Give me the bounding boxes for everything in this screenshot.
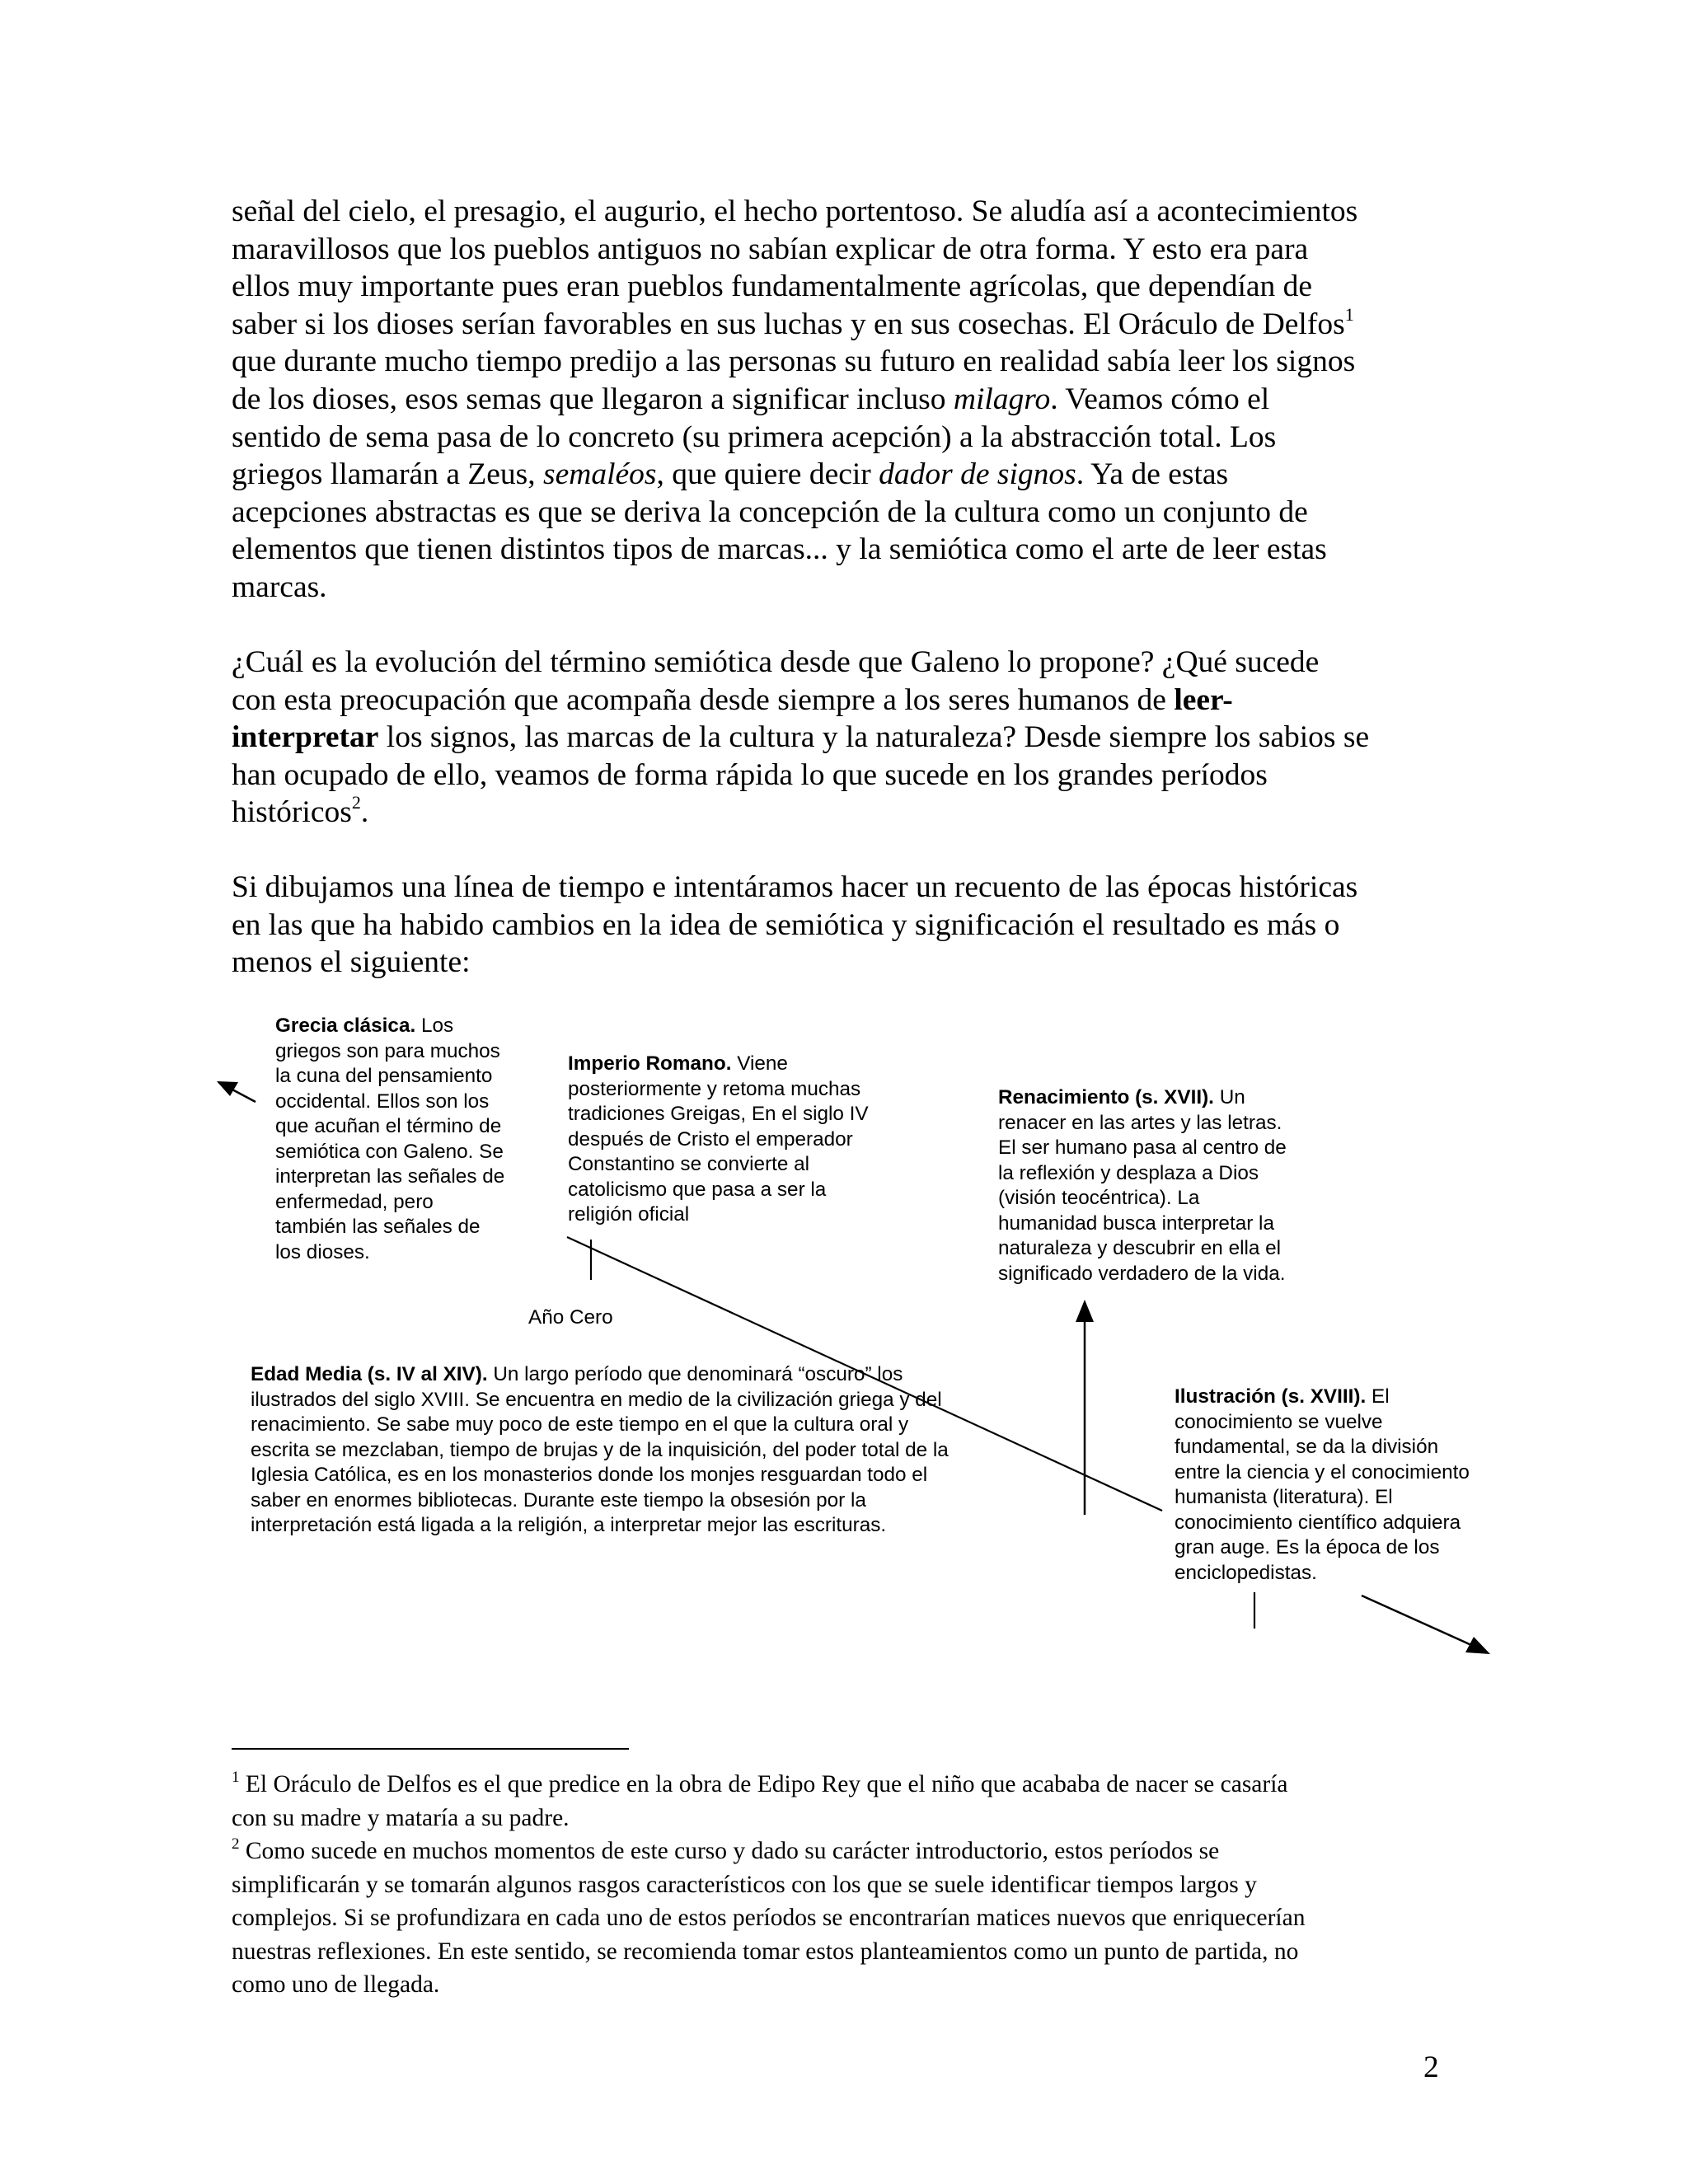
note-title: Imperio Romano. — [568, 1052, 732, 1075]
text-run: Un — [1213, 1086, 1245, 1108]
text-line: que durante mucho tiempo predijo a las personas su futuro en realidad sabía leer los signos — [232, 344, 1356, 379]
text-line: en las que ha habido cambios en la idea de semiótica y significación el resultado es más o — [232, 907, 1340, 942]
text-line: elementos que tienen distintos tipos de marcas... y la semiótica como el arte de leer estas — [232, 532, 1327, 567]
text-line: tradiciones Greigas, En el siglo IV — [568, 1103, 869, 1125]
timeline-note-ilustracion — [1175, 1385, 1470, 1586]
text-line: griegos son para muchos — [275, 1039, 500, 1062]
text-line: humanista (literatura). El — [1175, 1486, 1393, 1508]
footnote-2-line — [232, 1835, 1468, 1868]
text-run: Viene — [731, 1052, 788, 1075]
footnote-ref-2[interactable]: 2 — [351, 792, 361, 813]
text-run: los signos, las marcas de la cultura y la naturaleza? Desde siempre los sabios se — [378, 720, 1370, 755]
footnote-separator — [232, 1748, 629, 1750]
note-title: Grecia clásica. — [275, 1015, 416, 1037]
bold-interpretar: interpretar — [232, 720, 379, 755]
footnote-2-line: complejos. Si se profundizara en cada uno de estos períodos se encontrarían matices nuevos que enriquecerían — [232, 1905, 1306, 1931]
text-line: Constantino se convierte al — [568, 1153, 810, 1175]
text-line: la cuna del pensamiento — [275, 1065, 493, 1087]
emphasis-milagro: milagro — [953, 382, 1051, 416]
text-line: ¿Cuál es la evolución del término semiótica desde que Galeno lo propone? ¿Qué sucede — [232, 645, 1320, 679]
text-run: El Oráculo de Delfos es el que predice en la obra de Edipo Rey que el niño que acababa de nacer se casaría — [239, 1771, 1288, 1797]
text-line: enfermedad, pero — [275, 1190, 434, 1213]
text-line: entre la ciencia y el conocimiento — [1175, 1460, 1470, 1483]
text-line: maravillosos que los pueblos antiguos no sabían explicar de otra forma. Y esto era para — [232, 232, 1309, 266]
note-title: Edad Media (s. IV al XIV). — [251, 1363, 488, 1385]
text-line: posteriormente y retoma muchas — [568, 1077, 861, 1100]
footnotes — [232, 1768, 1468, 2002]
text-line: acepciones abstractas es que se deriva la concepción de la cultura como un conjunto de — [232, 494, 1308, 529]
text-line: interpretan las señales de — [275, 1165, 505, 1188]
footnote-2-marker: 2 — [232, 1835, 240, 1853]
renacimiento-arrow-head — [1076, 1300, 1094, 1322]
text-run: . Ya de estas — [1076, 457, 1229, 492]
text-run: saber si los dioses serían favorables en sus luchas y en sus cosechas. El Oráculo de Delfos — [232, 307, 1345, 341]
text-line: conocimiento se vuelve — [1175, 1410, 1383, 1433]
text-line: Año Cero — [528, 1306, 613, 1329]
text-line: los dioses. — [275, 1240, 370, 1263]
arrow-left-past-head — [217, 1081, 238, 1096]
arrow-right-future-head — [1465, 1637, 1490, 1654]
text-run: El — [1366, 1385, 1390, 1408]
arrow-right-future — [1362, 1596, 1471, 1645]
text-run: . Veamos cómo el — [1050, 382, 1270, 416]
text-line: saber en enormes bibliotecas. Durante este tiempo la obsesión por la — [251, 1488, 866, 1511]
emphasis-dador: dador de signos — [879, 457, 1076, 492]
timeline-note-edad-media — [251, 1362, 949, 1539]
text-line: también las señales de — [275, 1216, 481, 1238]
bold-leer: leer- — [1174, 682, 1233, 717]
text-line: gran auge. Es la época de los — [1175, 1536, 1440, 1558]
text-line: humanidad busca interpretar la — [998, 1212, 1274, 1235]
timeline-note-grecia — [275, 1014, 504, 1265]
text-line: renacer en las artes y las letras. — [998, 1111, 1282, 1134]
text-line: fundamental, se da la división — [1175, 1436, 1439, 1458]
text-line: significado verdadero de la vida. — [998, 1262, 1286, 1285]
text-line: sentido de sema pasa de lo concreto (su primera acepción) a la abstracción total. Los — [232, 419, 1277, 454]
text-line: después de Cristo el emperador — [568, 1127, 853, 1151]
text-run: de los dioses, esos semas que llegaron a significar incluso — [232, 382, 954, 416]
footnote-2-line: nuestras reflexiones. En este sentido, se recomienda tomar estos planteamientos como un punto de partida, no — [232, 1938, 1299, 1965]
text-line — [998, 1085, 1287, 1111]
text-line: Si dibujamos una línea de tiempo e intentáramos hacer un recuento de las épocas históricas — [232, 870, 1358, 904]
text-line: señal del cielo, el presagio, el augurio, el hecho portentoso. Se aludía así a acontecimientos — [232, 194, 1358, 228]
timeline-label-ano-cero — [528, 1305, 613, 1331]
text-line — [568, 1052, 869, 1077]
text-line: semiótica con Galeno. Se — [275, 1140, 504, 1163]
text-line: marcas. — [232, 569, 327, 604]
page-number: 2 — [1423, 2050, 1439, 2084]
text-run: griegos llamarán a Zeus, — [232, 457, 543, 492]
note-title: Ilustración (s. XVIII). — [1175, 1385, 1367, 1408]
text-line: ellos muy importante pues eran pueblos fundamentalmente agrícolas, que dependían de — [232, 269, 1313, 304]
text-line: naturaleza y descubrir en ella el — [998, 1237, 1282, 1259]
emphasis-semaleos: semaléos — [543, 457, 657, 492]
text-line — [251, 1362, 949, 1388]
text-line: El ser humano pasa al centro de — [998, 1137, 1287, 1159]
footnote-1-marker: 1 — [232, 1769, 240, 1786]
footnote-ref-1[interactable]: 1 — [1344, 303, 1354, 325]
text-run: con esta preocupación que acompaña desde siempre a los seres humanos de — [232, 682, 1175, 717]
text-line: Iglesia Católica, es en los monasterios donde los monjes resguardan todo el — [251, 1464, 928, 1486]
text-line: conocimiento científico adquiera — [1175, 1511, 1461, 1534]
text-line: occidental. Ellos son los — [275, 1090, 490, 1113]
text-run: Como sucede en muchos momentos de este curso y dado su carácter introductorio, estos períodos se — [239, 1838, 1220, 1864]
text-line: menos el siguiente: — [232, 945, 471, 980]
text-line: que acuñan el término de — [275, 1115, 502, 1137]
text-line: enciclopedistas. — [1175, 1561, 1317, 1584]
text-run: . — [360, 795, 369, 830]
text-line: (visión teocéntrica). La — [998, 1187, 1200, 1209]
text-run: históricos — [232, 795, 352, 830]
footnote-1-line — [232, 1768, 1468, 1802]
note-title: Renacimiento (s. XVII). — [998, 1086, 1214, 1108]
text-line — [1175, 1385, 1470, 1410]
footnote-2-line: simplificarán y se tomarán algunos rasgos característicos con los que se suele identificar tiempos largos y — [232, 1871, 1257, 1898]
timeline-note-renacimiento — [998, 1085, 1287, 1286]
text-line: religión oficial — [568, 1203, 690, 1226]
text-line: la reflexión y desplaza a Dios — [998, 1161, 1259, 1184]
text-line — [275, 1014, 504, 1039]
text-line: catolicismo que pasa a ser la — [568, 1178, 827, 1201]
text-line: interpretación está ligada a la religión, a interpretar mejor las escrituras. — [251, 1514, 887, 1536]
text-line: ilustrados del siglo XVIII. Se encuentra en medio de la civilización griega y del — [251, 1388, 942, 1411]
text-line: han ocupado de ello, veamos de forma rápida lo que sucede en los grandes períodos — [232, 757, 1268, 792]
text-line: escrita se mezclaban, tiempo de brujas y de la inquisición, del poder total de la — [251, 1438, 949, 1461]
timeline-note-imperio-romano — [568, 1052, 869, 1228]
text-run: Un largo período que denominará “oscuro” los — [487, 1363, 903, 1385]
text-line: renacimiento. Se sabe muy poco de este tiempo en el que la cultura oral y — [251, 1413, 909, 1436]
text-run: , que quiere decir — [656, 457, 879, 492]
text-run: Los — [415, 1015, 454, 1037]
footnote-1-line: con su madre y mataría a su padre. — [232, 1804, 570, 1831]
footnote-2-line: como uno de llegada. — [232, 1971, 440, 1998]
